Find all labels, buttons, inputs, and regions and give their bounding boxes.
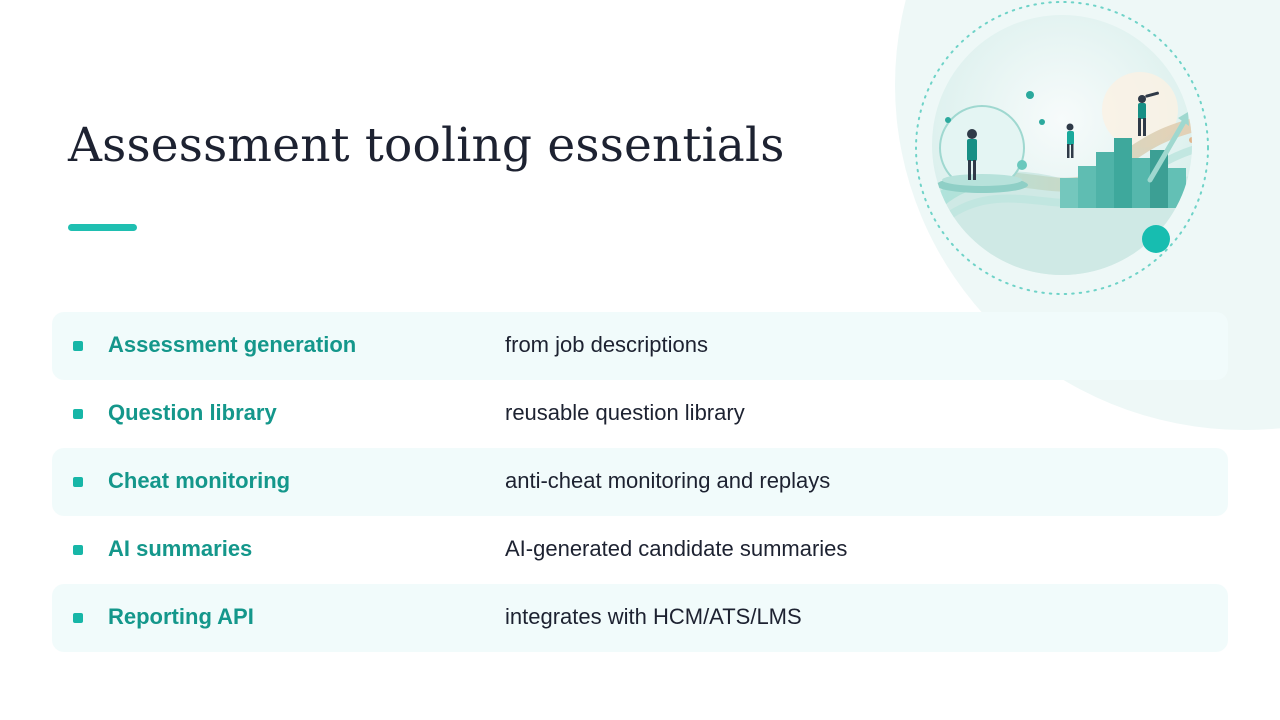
feature-description: from job descriptions xyxy=(505,332,708,357)
feature-name: Reporting API xyxy=(108,604,254,629)
feature-name: Question library xyxy=(108,400,277,425)
feature-description: reusable question library xyxy=(505,400,745,425)
bullet-icon xyxy=(73,613,83,623)
feature-description: anti-cheat monitoring and replays xyxy=(505,468,831,493)
feature-row-cheat-monitoring xyxy=(52,448,1228,516)
bullet-icon xyxy=(73,409,83,419)
feature-description: AI-generated candidate summaries xyxy=(505,536,848,561)
slide-title: Assessment tooling essentials xyxy=(68,118,785,173)
feature-row-ai-summaries xyxy=(52,516,1228,584)
title-underline xyxy=(68,224,137,231)
feature-name: AI summaries xyxy=(108,536,253,561)
feature-description: integrates with HCM/ATS/LMS xyxy=(505,604,802,629)
feature-row-assessment-generation xyxy=(52,312,1228,380)
feature-name: Cheat monitoring xyxy=(108,468,291,493)
bullet-icon xyxy=(73,477,83,487)
feature-row-reporting-api xyxy=(52,584,1228,652)
growth-staircase-illustration xyxy=(910,0,1220,300)
bullet-icon xyxy=(73,341,83,351)
feature-name: Assessment generation xyxy=(108,332,357,357)
bullet-icon xyxy=(73,545,83,555)
feature-list xyxy=(52,312,1228,652)
feature-row-question-library xyxy=(52,380,1228,448)
